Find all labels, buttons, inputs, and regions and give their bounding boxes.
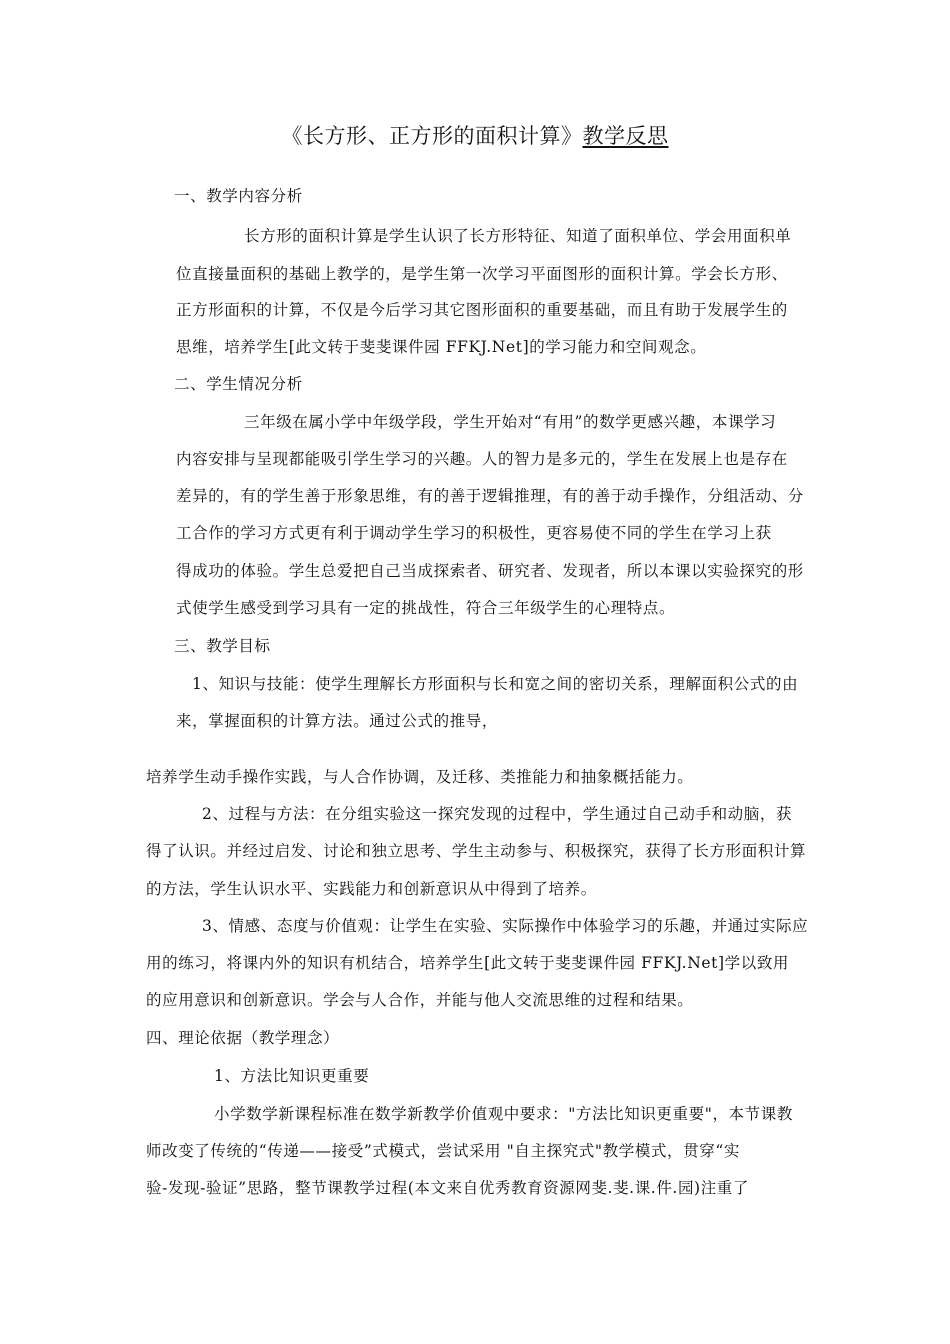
paragraph-line: 培养学生动手操作实践，与人合作协调，及迁移、类推能力和抽象概括能力。 xyxy=(146,768,694,786)
paragraph-line: 来，掌握面积的计算方法。通过公式的推导， xyxy=(176,712,499,730)
paragraph-line: 工合作的学习方式更有利于调动学生学习的积极性，更容易使不同的学生在学习上获 xyxy=(176,524,772,542)
paragraph-line: 位直接量面积的基础上教学的，是学生第一次学习平面图形的面积计算。学会长方形、 xyxy=(176,265,788,283)
paragraph-line: 1、方法比知识更重要 xyxy=(214,1067,370,1085)
paragraph-line: 式使学生感受到学习具有一定的挑战性，符合三年级学生的心理特点。 xyxy=(176,599,676,617)
paragraph-line: 3、情感、态度与价值观：让学生在实验、实际操作中体验学习的乐趣，并通过实际应 xyxy=(202,917,809,935)
section-heading: 一、教学内容分析 xyxy=(174,187,303,205)
paragraph-line: 的应用意识和创新意识。学会与人合作，并能与他人交流思维的过程和结果。 xyxy=(146,991,694,1009)
document-title xyxy=(0,120,950,150)
paragraph-line: 师改变了传统的“传递——接受”式模式，尝试采用 "自主探究式"教学模式，贯穿“实 xyxy=(146,1142,740,1160)
paragraph-line: 长方形的面积计算是学生认识了长方形特征、知道了面积单位、学会用面积单 xyxy=(244,227,792,245)
paragraph-line: 1、知识与技能：使学生理解长方形面积与长和宽之间的密切关系，理解面积公式的由 xyxy=(192,675,799,693)
paragraph-line: 三年级在属小学中年级学段，学生开始对“有用”的数学更感兴趣，本课学习 xyxy=(244,413,777,431)
section-heading: 三、教学目标 xyxy=(174,637,271,655)
paragraph-line: 2、过程与方法：在分组实验这一探究发现的过程中，学生通过自己动手和动脑，获 xyxy=(202,805,793,823)
paragraph-line: 内容安排与呈现都能吸引学生学习的兴趣。人的智力是多元的，学生在发展上也是存在 xyxy=(176,450,788,468)
section-heading: 二、学生情况分析 xyxy=(174,375,303,393)
paragraph-line: 得成功的体验。学生总爱把自己当成探索者、研究者、发现者，所以本课以实验探究的形 xyxy=(176,562,804,580)
paragraph-line: 正方形面积的计算，不仅是今后学习其它图形面积的重要基础，而且有助于发展学生的 xyxy=(176,301,788,319)
paragraph-line: 差异的，有的学生善于形象思维，有的善于逻辑推理，有的善于动手操作，分组活动、分 xyxy=(176,487,804,505)
paragraph-line: 小学数学新课程标准在数学新教学价值观中要求："方法比知识更重要"，本节课教 xyxy=(214,1105,793,1123)
title-underlined: 教学反思 xyxy=(582,124,669,148)
paragraph-line: 四、理论依据（教学理念） xyxy=(146,1029,340,1047)
paragraph-line: 验-发现-验证”思路，整节课教学过程(本文来自优秀教育资源网斐.斐.课.件.园)注重了 xyxy=(146,1179,750,1197)
paragraph-line: 得了认识。并经过启发、讨论和独立思考、学生主动参与、积极探究，获得了长方形面积计算 xyxy=(146,842,807,860)
paragraph-line: 用的练习，将课内外的知识有机结合，培养学生[此文转于斐斐课件园 FFKJ.Net]学以致用 xyxy=(146,954,790,972)
title-main: 《长方形、正方形的面积计算》 xyxy=(281,124,583,148)
paragraph-line: 的方法，学生认识水平、实践能力和创新意识从中得到了培养。 xyxy=(146,880,597,898)
paragraph-line: 思维，培养学生[此文转于斐斐课件园 FFKJ.Net]的学习能力和空间观念。 xyxy=(176,338,707,356)
